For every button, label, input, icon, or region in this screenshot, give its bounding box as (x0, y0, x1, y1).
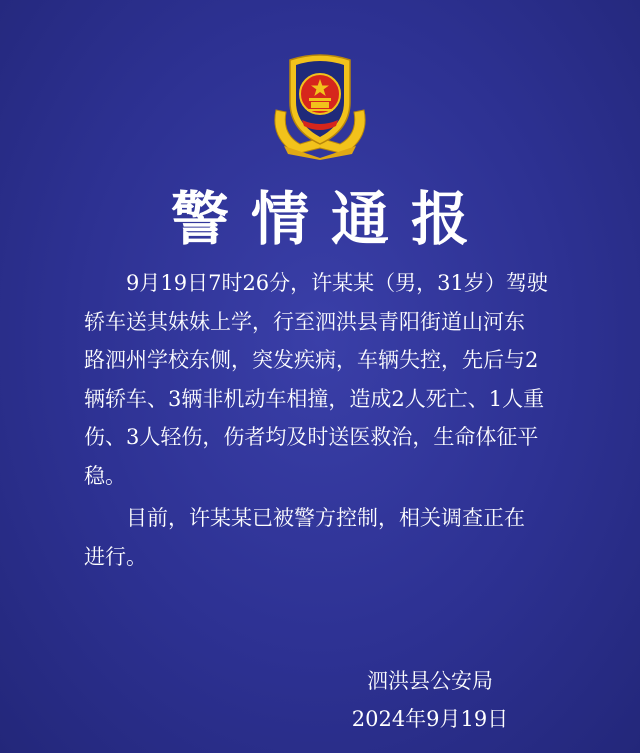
signature-block (330, 662, 530, 738)
paragraph2-line: 目前，许某某已被警方控制，相关调查正在 (126, 506, 525, 530)
paragraph1-line: 9月19日7时26分，许某某（男，31岁）驾驶 (126, 271, 548, 295)
notice-body (84, 264, 564, 576)
paragraph2-line: 进行。 (84, 544, 147, 569)
paragraph1-line: 稳。 (84, 463, 126, 488)
paragraph1-line: 路泗州学校东侧，突发疾病，车辆失控，先后与2 (84, 348, 539, 372)
paragraph1-line: 伤、3人轻伤，伤者均及时送医救治，生命体征平 (84, 425, 539, 449)
issue-date: 2024年9月19日 (351, 707, 509, 731)
police-emblem-icon (266, 50, 374, 160)
notice-title: 警情通报 (170, 185, 491, 253)
paragraph1-line: 辆轿车、3辆非机动车相撞，造成2人死亡、1人重 (84, 386, 545, 411)
issuer-name: 泗洪县公安局 (367, 669, 493, 693)
paragraph1-line: 轿车送其妹妹上学，行至泗洪县青阳街道山河东 (84, 309, 525, 334)
